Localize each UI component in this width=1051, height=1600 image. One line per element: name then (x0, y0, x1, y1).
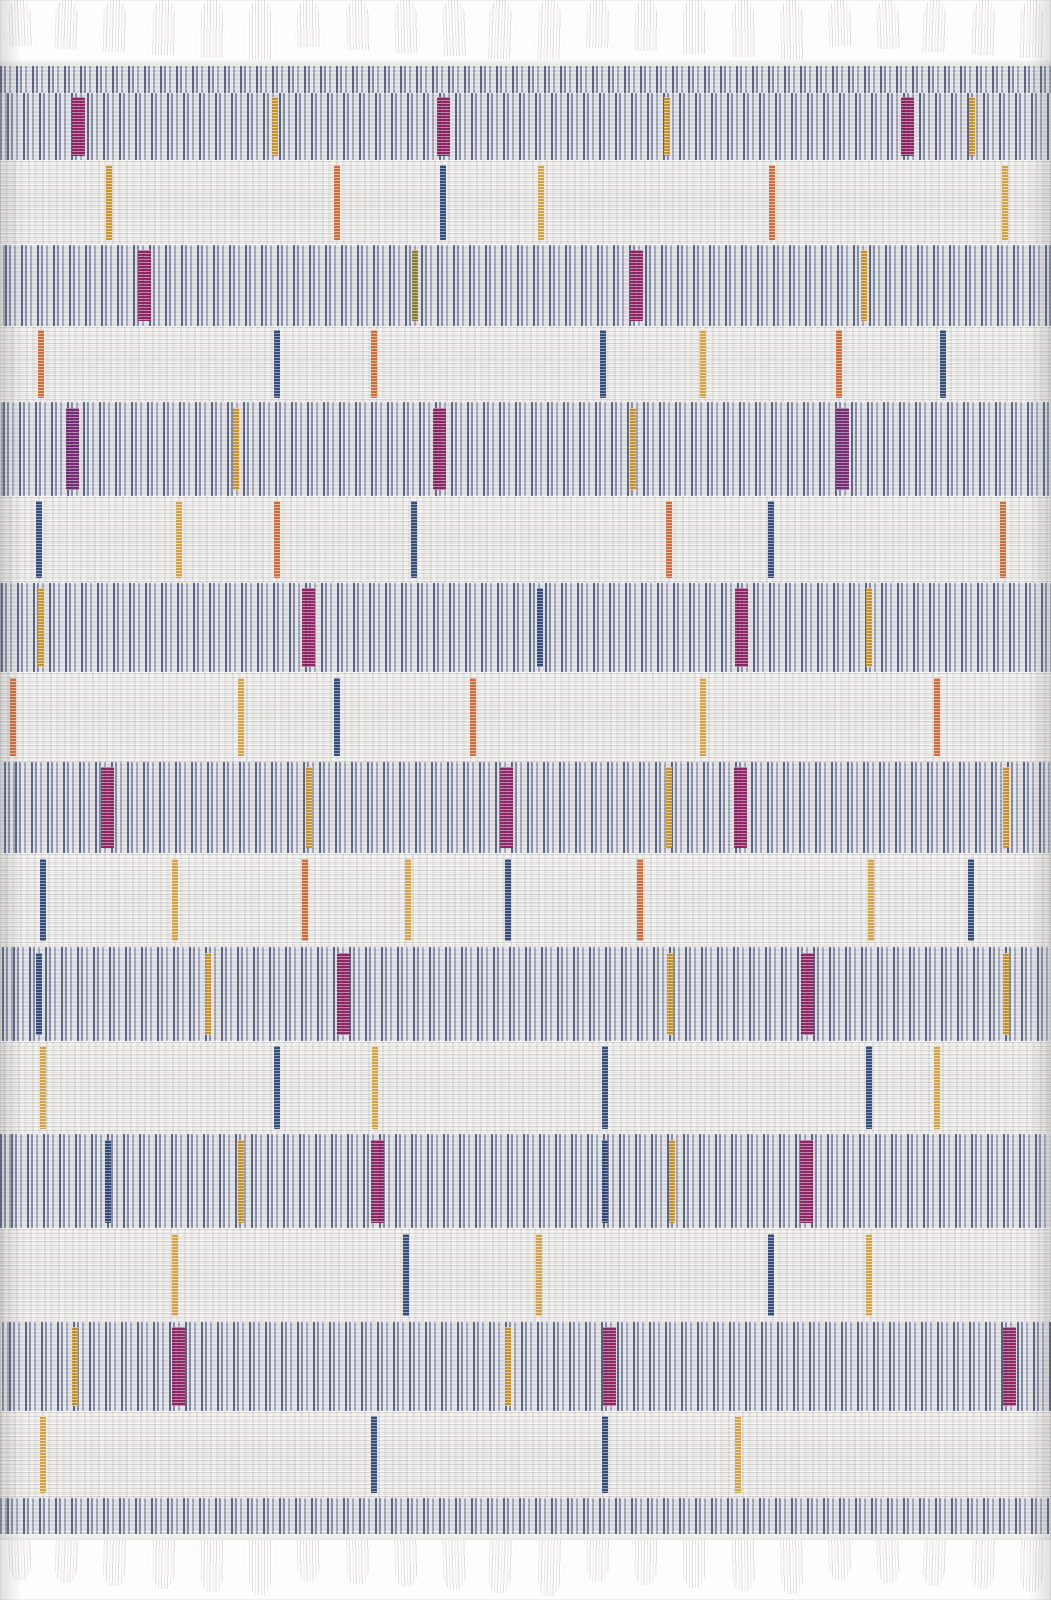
fringe-tassel (344, 1534, 371, 1584)
accent-stripe (274, 1046, 280, 1128)
accent-stripe (412, 250, 418, 321)
fringe-tassel (633, 0, 659, 51)
accent-stripe (602, 1140, 608, 1222)
fringe-tassel (295, 0, 321, 47)
accent-stripe (868, 859, 874, 941)
fringe-tassel (1018, 0, 1045, 58)
fringe-tassel (150, 0, 177, 55)
fringe-tassel (1018, 1534, 1045, 1592)
fringe-tassel (6, 0, 34, 46)
accent-stripe (700, 330, 706, 397)
accent-stripe (500, 767, 513, 848)
accent-stripe (538, 165, 544, 240)
accent-stripe (106, 165, 112, 240)
accent-stripe (306, 767, 312, 848)
accent-stripe (664, 97, 670, 156)
accent-stripe (40, 1046, 46, 1128)
rug-band-dark (0, 402, 1051, 496)
rug-band-dark (0, 762, 1051, 854)
accent-stripe (372, 1046, 378, 1128)
accent-stripe (172, 1234, 178, 1316)
accent-stripe (602, 1046, 608, 1128)
accent-stripe (72, 1327, 78, 1406)
rug-band-dark (0, 1322, 1051, 1411)
accent-stripe (666, 767, 672, 848)
accent-stripe (735, 1416, 741, 1493)
fringe-tassel (486, 0, 514, 59)
accent-stripe (934, 1046, 940, 1128)
fringe-tassel (681, 1534, 707, 1588)
accent-stripe (10, 678, 16, 757)
accent-stripe (637, 859, 643, 941)
accent-stripe (769, 165, 775, 240)
accent-stripe (667, 953, 673, 1035)
accent-stripe (405, 859, 411, 941)
accent-stripe (101, 767, 114, 848)
accent-stripe (172, 859, 178, 941)
accent-stripe (603, 1327, 616, 1406)
accent-stripe (602, 1416, 608, 1493)
accent-stripe (172, 1327, 185, 1406)
accent-stripe (274, 330, 280, 397)
rug-band-dark (0, 93, 1051, 161)
rug-band-light (0, 496, 1051, 583)
fringe-bottom (0, 1534, 1051, 1600)
accent-stripe (411, 501, 417, 578)
accent-stripe (969, 97, 975, 156)
accent-stripe (700, 678, 706, 757)
accent-stripe (734, 767, 747, 848)
accent-stripe (536, 1234, 542, 1316)
accent-stripe (836, 330, 842, 397)
accent-stripe (138, 250, 151, 321)
accent-stripe (505, 1327, 511, 1406)
accent-stripe (40, 1416, 46, 1493)
accent-stripe (940, 330, 946, 397)
fringe-tassel (921, 1534, 949, 1586)
accent-stripe (968, 859, 974, 941)
fringe-tassel (633, 1534, 659, 1585)
fringe-bottom-tassels (0, 1534, 1051, 1600)
fringe-tassel (247, 0, 273, 61)
accent-stripe (72, 97, 85, 156)
fringe-tassel (969, 1534, 996, 1589)
fringe-bottom-edge (0, 1534, 1051, 1540)
accent-stripe (537, 588, 543, 667)
accent-stripe (38, 330, 44, 397)
fringe-tassel (584, 1534, 611, 1582)
accent-stripe (302, 859, 308, 941)
accent-stripe (440, 165, 446, 240)
fringe-tassel (198, 0, 225, 58)
rug-band-dark (0, 947, 1051, 1041)
fringe-tassel (921, 0, 949, 52)
accent-stripe (272, 97, 278, 156)
fringe-tassel (344, 0, 371, 50)
fringe-tassel (778, 1534, 805, 1594)
accent-stripe (866, 588, 872, 667)
accent-stripe (630, 408, 636, 490)
rug-band-light (0, 672, 1051, 761)
fringe-tassel (584, 0, 611, 48)
fringe-tassel (826, 0, 853, 46)
rug-band-light (0, 1411, 1051, 1498)
fringe-tassel (53, 1534, 81, 1583)
accent-stripe (334, 678, 340, 757)
accent-stripe (233, 408, 239, 490)
accent-stripe (36, 953, 42, 1035)
accent-stripe (630, 250, 643, 321)
fringe-tassel (150, 1534, 177, 1589)
accent-stripe (334, 165, 340, 240)
fringe-top-edge (0, 60, 1051, 66)
fringe-tassel (874, 1534, 902, 1583)
accent-stripe (176, 501, 182, 578)
accent-stripe (1003, 767, 1009, 848)
fringe-tassel (392, 1534, 419, 1587)
accent-stripe (433, 408, 446, 490)
fringe-tassel (295, 1534, 321, 1581)
fringe-tassel (247, 1534, 273, 1595)
fringe-tassel (198, 1534, 225, 1592)
accent-stripe (1003, 1327, 1016, 1406)
accent-stripe (866, 1046, 872, 1128)
accent-stripe (600, 330, 606, 397)
fringe-tassel (6, 1534, 34, 1580)
accent-stripe (36, 501, 42, 578)
fringe-tassel (730, 1534, 756, 1591)
accent-stripe (66, 408, 79, 490)
fringe-tassel (486, 1534, 514, 1593)
fringe-tassel (53, 0, 81, 49)
fringe-tassel (681, 0, 707, 54)
accent-stripe (371, 1416, 377, 1493)
accent-stripe (1003, 953, 1009, 1035)
fringe-top-tassels (0, 0, 1051, 66)
accent-stripe (274, 501, 280, 578)
fringe-tassel (101, 1534, 128, 1586)
rug-band-light (0, 1041, 1051, 1135)
rug-field (0, 60, 1051, 1540)
accent-stripe (861, 250, 867, 321)
accent-stripe (934, 678, 940, 757)
fringe-tassel (535, 1534, 563, 1596)
accent-stripe (866, 1234, 872, 1316)
accent-stripe (901, 97, 914, 156)
fringe-tassel (778, 0, 805, 60)
fringe-tassel (535, 0, 563, 62)
fringe-tassel (392, 0, 419, 53)
rug-band-light (0, 160, 1051, 245)
accent-stripe (371, 1140, 384, 1222)
rug-band-dark (0, 245, 1051, 326)
fringe-tassel (969, 0, 996, 55)
accent-stripe (371, 330, 377, 397)
accent-stripe (337, 953, 350, 1035)
rug-band-dark (0, 583, 1051, 672)
fringe-tassel (826, 1534, 853, 1580)
fringe-tassel (874, 0, 902, 49)
accent-stripe (669, 1140, 675, 1222)
accent-stripe (38, 588, 44, 667)
accent-stripe (801, 953, 814, 1035)
accent-stripe (105, 1140, 111, 1222)
fringe-tassel (730, 0, 756, 57)
rug-band-light (0, 853, 1051, 947)
accent-stripe (1000, 501, 1006, 578)
accent-stripe (1002, 165, 1008, 240)
accent-stripe (302, 588, 315, 667)
accent-stripe (768, 1234, 774, 1316)
accent-stripe (768, 501, 774, 578)
accent-stripe (470, 678, 476, 757)
accent-stripe (403, 1234, 409, 1316)
accent-stripe (238, 1140, 244, 1222)
accent-stripe (735, 588, 748, 667)
rug-band-dark (0, 1134, 1051, 1228)
accent-stripe (505, 859, 511, 941)
fringe-tassel (440, 0, 468, 56)
accent-stripe (205, 953, 211, 1035)
rug-band-light (0, 326, 1051, 402)
accent-stripe (666, 501, 672, 578)
fringe-tassel (101, 0, 128, 52)
fringe-tassel (440, 1534, 468, 1590)
accent-stripe (238, 678, 244, 757)
fringe-top (0, 0, 1051, 66)
accent-stripe (437, 97, 450, 156)
accent-stripe (800, 1140, 813, 1222)
accent-stripe (836, 408, 849, 490)
rug-band-light (0, 1228, 1051, 1322)
accent-stripe (40, 859, 46, 941)
